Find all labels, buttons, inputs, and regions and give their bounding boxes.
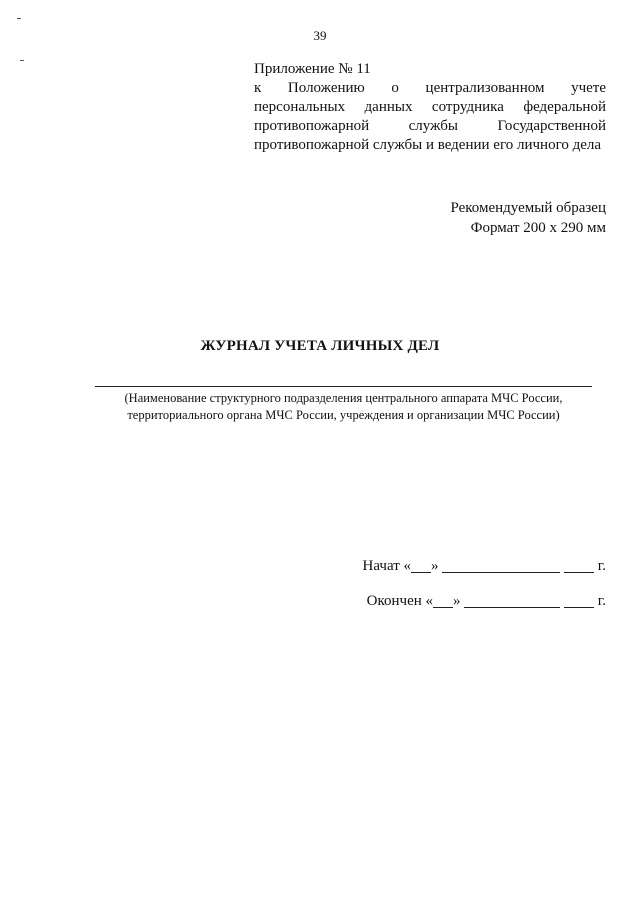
organization-caption: [60, 390, 627, 424]
sample-label: Рекомендуемый образец: [450, 200, 606, 216]
ended-date-row: [367, 593, 606, 610]
journal-title: ЖУРНАЛ УЧЕТА ЛИЧНЫХ ДЕЛ: [200, 338, 440, 354]
appendix-line-2: персональных данных сотрудника федеральной: [254, 99, 606, 115]
organization-caption-line-2: территориального органа МЧС России, учреждения и организации МЧС России): [127, 408, 560, 422]
ended-year-suffix: г.: [597, 593, 606, 609]
appendix-line-3: противопожарной службы Государственной: [254, 118, 606, 134]
sample-format: Формат 200 x 290 мм: [470, 220, 606, 236]
sample-note: [450, 198, 606, 238]
started-year-blank: [564, 558, 594, 573]
ended-year-blank: [564, 593, 594, 608]
ended-label: Окончен «: [366, 593, 434, 609]
page-number: 39: [313, 28, 327, 43]
started-label: Начат «: [362, 558, 412, 574]
ended-day-blank: [433, 593, 453, 608]
appendix-line-4: противопожарной службы и ведении его личного дела: [254, 137, 602, 153]
ended-quote-close: »: [453, 593, 461, 609]
appendix-header: [254, 60, 606, 155]
appendix-title: Приложение № 11: [254, 61, 371, 77]
scan-speck: [20, 60, 24, 61]
started-date-row: [363, 558, 606, 575]
appendix-line-1: к Положению о централизованном учете: [254, 80, 606, 96]
started-day-blank: [411, 558, 431, 573]
ended-month-blank: [464, 593, 560, 608]
started-year-suffix: г.: [597, 558, 606, 574]
scan-speck: [17, 18, 21, 19]
started-month-blank: [442, 558, 560, 573]
organization-name-line: [95, 386, 592, 387]
organization-caption-line-1: (Наименование структурного подразделения центрального аппарата МЧС России,: [124, 391, 563, 405]
started-quote-close: »: [431, 558, 439, 574]
